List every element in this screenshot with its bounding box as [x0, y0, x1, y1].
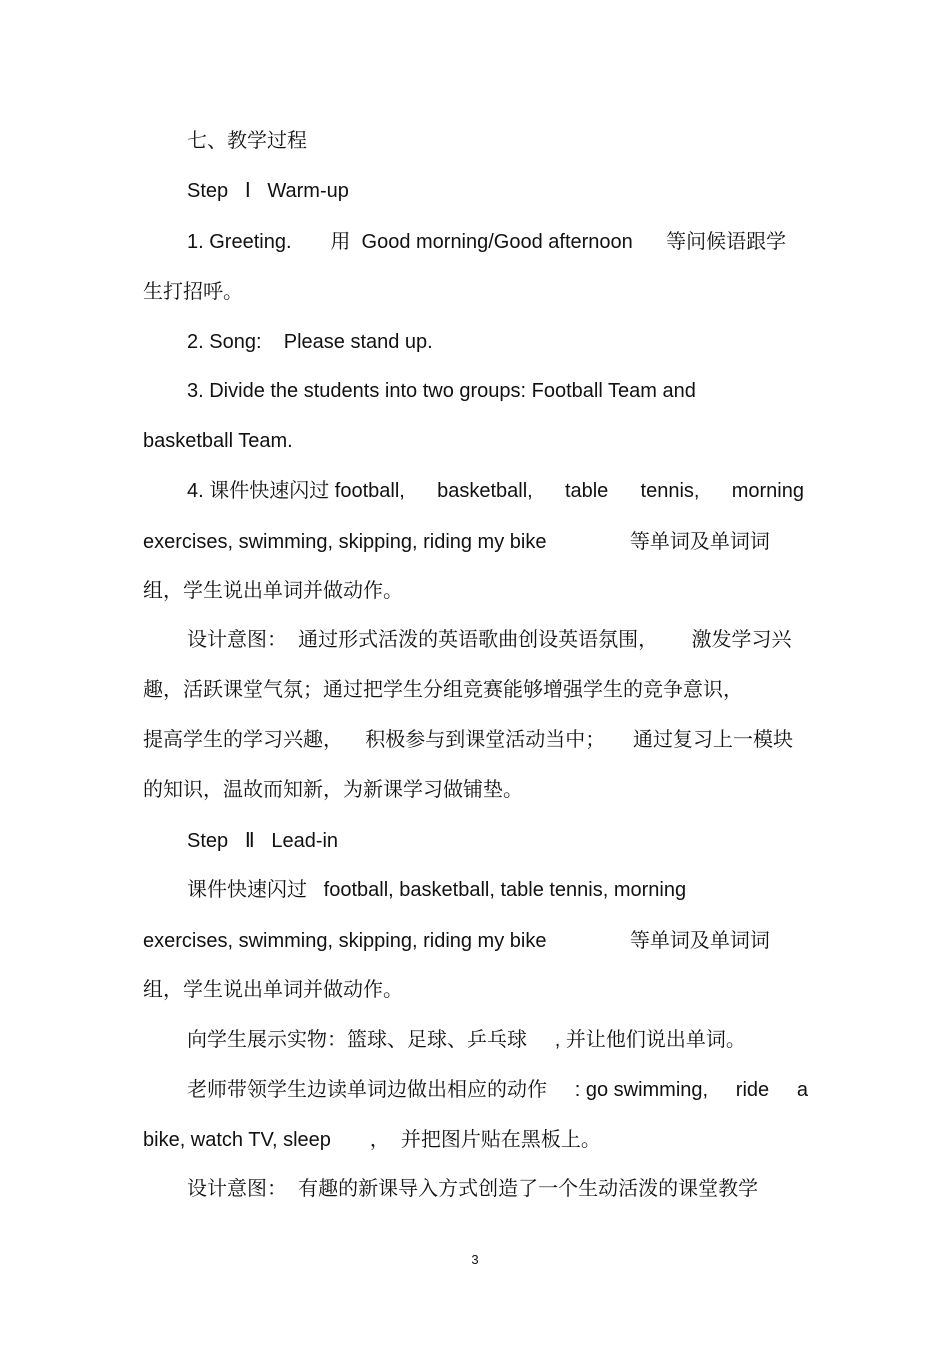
- text-line: 向学生展示实物：篮球、足球、乒乓球 , 并让他们说出单词。: [187, 1029, 746, 1051]
- text-line: 设计意图： 通过形式活泼的英语歌曲创设英语氛围， 激发学习兴: [187, 629, 792, 651]
- text-line: exercises, swimming, skipping, riding my bike 等单词及单词词: [143, 531, 770, 553]
- text-segment: 4. 课件快速闪过 football,: [187, 480, 405, 502]
- text-segment: 老师带领学生边读单词边做出相应的动作: [187, 1079, 547, 1101]
- text-line: 趣，活跃课堂气氛；通过把学生分组竞赛能够增强学生的竞争意识，: [143, 679, 743, 701]
- item-4-line: [187, 478, 804, 504]
- text-line: exercises, swimming, skipping, riding my bike 等单词及单词词: [143, 930, 770, 952]
- text-segment: morning: [731, 480, 804, 502]
- text-line: 课件快速闪过 football, basketball, table tennis, morning: [187, 879, 687, 901]
- text-line: 组，学生说出单词并做动作。: [143, 979, 403, 1001]
- text-line: 的知识，温故而知新，为新课学习做铺垫。: [143, 779, 523, 801]
- text-line: 3. Divide the students into two groups: Football Team and: [187, 380, 696, 402]
- step-2-heading: Step Ⅱ Lead-in: [187, 830, 339, 852]
- text-segment: ride: [735, 1079, 770, 1101]
- text-line: bike, watch TV, sleep ， 并把图片贴在黑板上。: [143, 1129, 601, 1151]
- text-line: 提高学生的学习兴趣， 积极参与到课堂活动当中； 通过复习上一模块: [143, 729, 794, 751]
- page-number: 3: [471, 1252, 479, 1267]
- text-segment: tennis,: [640, 480, 700, 502]
- text-line: 设计意图： 有趣的新课导入方式创造了一个生动活泼的课堂教学: [187, 1178, 759, 1200]
- text-line: 组，学生说出单词并做动作。: [143, 580, 403, 602]
- text-segment: a: [796, 1079, 808, 1101]
- section-heading: 七、教学过程: [187, 130, 307, 152]
- text-segment: table: [564, 480, 609, 502]
- text-line: 1. Greeting. 用 Good morning/Good afternoon 等问候语跟学: [187, 231, 787, 253]
- text-line: 生打招呼。: [143, 281, 243, 303]
- teacher-action-line: [187, 1077, 808, 1103]
- text-segment: : go swimming,: [574, 1079, 709, 1101]
- text-line: basketball Team.: [143, 430, 293, 452]
- text-line: 2. Song: Please stand up.: [187, 331, 433, 353]
- text-segment: basketball,: [437, 480, 533, 502]
- step-1-heading: Step Ⅰ Warm-up: [187, 180, 349, 202]
